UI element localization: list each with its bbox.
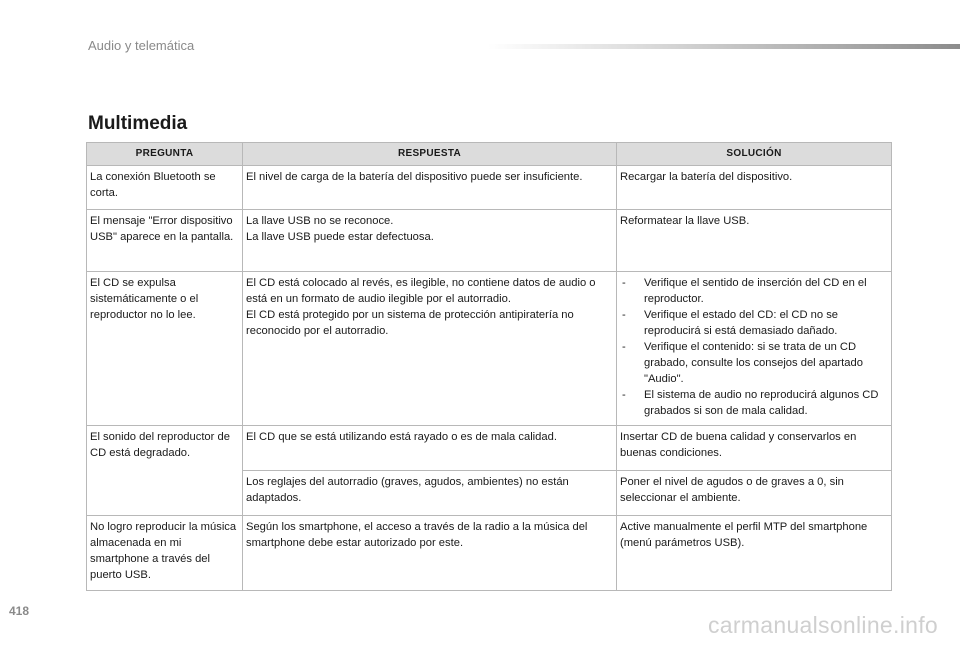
header-solution: SOLUCIÓN [617, 143, 892, 166]
solution-cell: Reformatear la llave USB. [617, 210, 892, 272]
faq-table [86, 142, 892, 591]
page-number: 418 [9, 604, 30, 618]
table-row [87, 166, 892, 210]
answer-cell [243, 426, 617, 471]
question-cell: No logro reproducir la música almacenada en mi smartphone a través del puerto USB. [87, 516, 243, 591]
watermark: carmanualsonline.info [707, 612, 938, 638]
chapter-title: Audio y telemática [88, 38, 195, 53]
table-row [87, 210, 892, 272]
header-question: PREGUNTA [87, 143, 243, 166]
header-answer: RESPUESTA [243, 143, 617, 166]
solution-list-item: - Verifique el estado del CD: el CD no se reproducirá si está demasiado dañado. [620, 307, 888, 339]
section-title: Multimedia [88, 113, 188, 134]
solution-cell [617, 272, 892, 426]
solution-cell: Poner el nivel de agudos o de graves a 0, sin seleccionar el ambiente. [617, 471, 892, 516]
answer-line: El nivel de carga de la batería del dispositivo puede ser insuficiente. [246, 171, 583, 183]
question-cell: El sonido del reproductor de CD está degradado. [87, 426, 243, 516]
header-gradient-bar [488, 44, 960, 49]
solution-cell: Recargar la batería del dispositivo. [617, 166, 892, 210]
answer-line: Según los smartphone, el acceso a través de la radio a la música del smartphone debe estar autorizado por este. [246, 521, 588, 549]
solution-cell: Insertar CD de buena calidad y conservarlos en buenas condiciones. [617, 426, 892, 471]
answer-cell [243, 272, 617, 426]
answer-cell [243, 210, 617, 272]
answer-cell [243, 471, 617, 516]
answer-line: El CD que se está utilizando está rayado o es de mala calidad. [246, 431, 557, 443]
answer-line: La llave USB puede estar defectuosa. [246, 231, 434, 243]
answer-line: El CD está colocado al revés, es ilegible, no contiene datos de audio o está en un formato de audio ilegible por el autorradio. [246, 277, 596, 305]
table-header-row [87, 143, 892, 166]
answer-line: Los reglajes del autorradio (graves, agudos, ambientes) no están adaptados. [246, 476, 569, 504]
solution-list-item: - Verifique el contenido: si se trata de un CD grabado, consulte los consejos del apartado "Audio". [620, 339, 888, 387]
question-cell: El CD se expulsa sistemáticamente o el reproductor no lo lee. [87, 272, 243, 426]
table-row [87, 426, 892, 471]
question-cell: El mensaje "Error dispositivo USB" aparece en la pantalla. [87, 210, 243, 272]
solution-list-item: - Verifique el sentido de inserción del CD en el reproductor. [620, 275, 888, 307]
question-cell: La conexión Bluetooth se corta. [87, 166, 243, 210]
table-row [87, 272, 892, 426]
answer-line: El CD está protegido por un sistema de protección antipiratería no reconocido por el autorradio. [246, 309, 574, 337]
table-row [87, 516, 892, 591]
answer-cell [243, 516, 617, 591]
solution-list [620, 275, 888, 419]
answer-cell [243, 166, 617, 210]
solution-cell: Active manualmente el perfil MTP del smartphone (menú parámetros USB). [617, 516, 892, 591]
answer-line: La llave USB no se reconoce. [246, 215, 394, 227]
solution-list-item: - El sistema de audio no reproducirá algunos CD grabados si son de mala calidad. [620, 387, 888, 419]
